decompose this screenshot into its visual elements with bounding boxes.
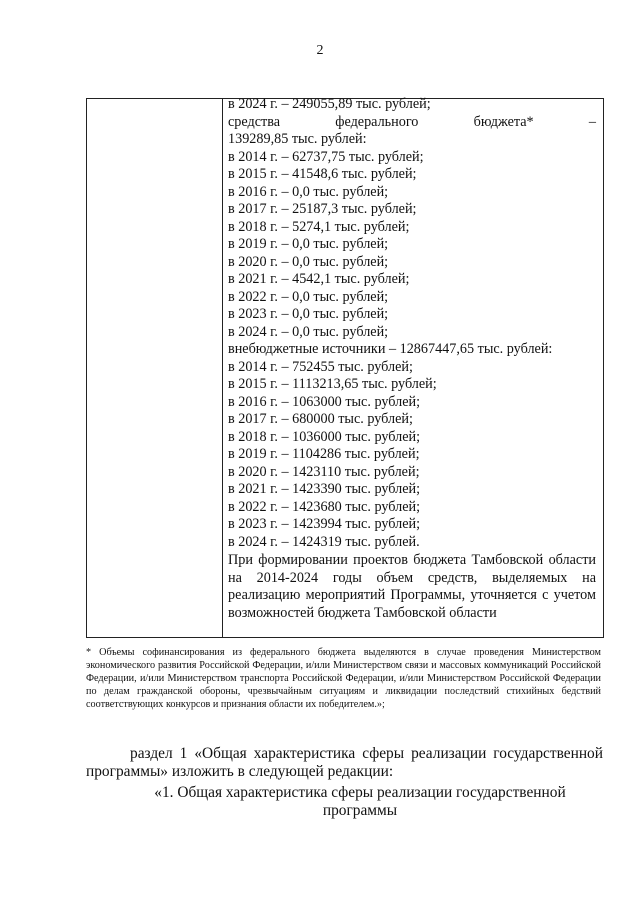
funding-line: в 2014 г. – 752455 тыс. рублей; bbox=[228, 358, 413, 375]
budget-note-paragraph: При формировании проектов бюджета Тамбовской области на 2014-2024 годы объем средств, выделяемых на реализацию мероприятий Программы, уточняется с учетом возможностей бюджета Тамбовской области bbox=[228, 552, 596, 621]
section-instruction: раздел 1 «Общая характеристика сферы реализации государственной программы» изложить в следующей редакции: bbox=[86, 745, 603, 780]
funding-line: в 2021 г. – 1423390 тыс. рублей; bbox=[228, 481, 421, 497]
funding-line: в 2021 г. – 4542,1 тыс. рублей; bbox=[228, 271, 410, 287]
footnote: * Объемы софинансирования из федерального бюджета выделяются в случае проведения Министерством экономического развития Российской Федерации, и/или Министерством связи и массовых коммуникаций Российской Федерации, и/или Министерством транспорта Российской Федерации, и/или Министерством Российской Федерации по делам гражданской обороны, чрезвычайным ситуациям и ликвидации последствий стихийных бедствий соответствующих конкурсов и признания области их победителем.»; bbox=[86, 647, 601, 710]
funding-line: в 2023 г. – 0,0 тыс. рублей; bbox=[228, 306, 389, 322]
funding-line: в 2015 г. – 1113213,65 тыс. рублей; bbox=[228, 376, 437, 392]
funding-line: в 2016 г. – 0,0 тыс. рублей; bbox=[228, 183, 389, 200]
funding-line: в 2020 г. – 1423110 тыс. рублей; bbox=[228, 463, 420, 480]
funding-line: в 2018 г. – 5274,1 тыс. рублей; bbox=[228, 218, 410, 235]
funding-line: 139289,85 тыс. рублей: bbox=[228, 131, 367, 147]
federal-budget-word: средства bbox=[228, 113, 281, 130]
page-number: 2 bbox=[316, 43, 324, 58]
funding-cell bbox=[228, 96, 596, 622]
funding-line: в 2022 г. – 1423680 тыс. рублей; bbox=[228, 498, 421, 515]
funding-line: в 2024 г. – 0,0 тыс. рублей; bbox=[228, 323, 389, 340]
funding-line: в 2019 г. – 0,0 тыс. рублей; bbox=[228, 236, 389, 252]
table-column-divider bbox=[222, 98, 223, 637]
funding-line: в 2020 г. – 0,0 тыс. рублей; bbox=[228, 253, 389, 270]
funding-line: внебюджетные источники – 12867447,65 тыс. рублей: bbox=[228, 341, 553, 357]
funding-line: в 2017 г. – 680000 тыс. рублей; bbox=[228, 411, 413, 427]
funding-line: в 2016 г. – 1063000 тыс. рублей; bbox=[228, 393, 421, 410]
federal-budget-word: бюджета* bbox=[473, 113, 534, 130]
funding-line: в 2015 г. – 41548,6 тыс. рублей; bbox=[228, 166, 417, 182]
funding-line: в 2017 г. – 25187,3 тыс. рублей; bbox=[228, 201, 417, 217]
funding-line: в 2023 г. – 1423994 тыс. рублей; bbox=[228, 516, 421, 532]
funding-line: в 2024 г. – 249055,89 тыс. рублей; bbox=[228, 96, 431, 112]
federal-budget-word: – bbox=[588, 113, 596, 130]
funding-line: в 2022 г. – 0,0 тыс. рублей; bbox=[228, 288, 389, 305]
federal-budget-line bbox=[228, 114, 596, 132]
federal-budget-word: федерального bbox=[335, 113, 419, 130]
funding-line: в 2019 г. – 1104286 тыс. рублей; bbox=[228, 446, 420, 462]
section-heading: «1. Общая характеристика сферы реализации государственной программы bbox=[154, 784, 566, 819]
funding-line: в 2018 г. – 1036000 тыс. рублей; bbox=[228, 428, 421, 445]
funding-line: в 2024 г. – 1424319 тыс. рублей. bbox=[228, 533, 420, 550]
funding-line: в 2014 г. – 62737,75 тыс. рублей; bbox=[228, 148, 424, 165]
